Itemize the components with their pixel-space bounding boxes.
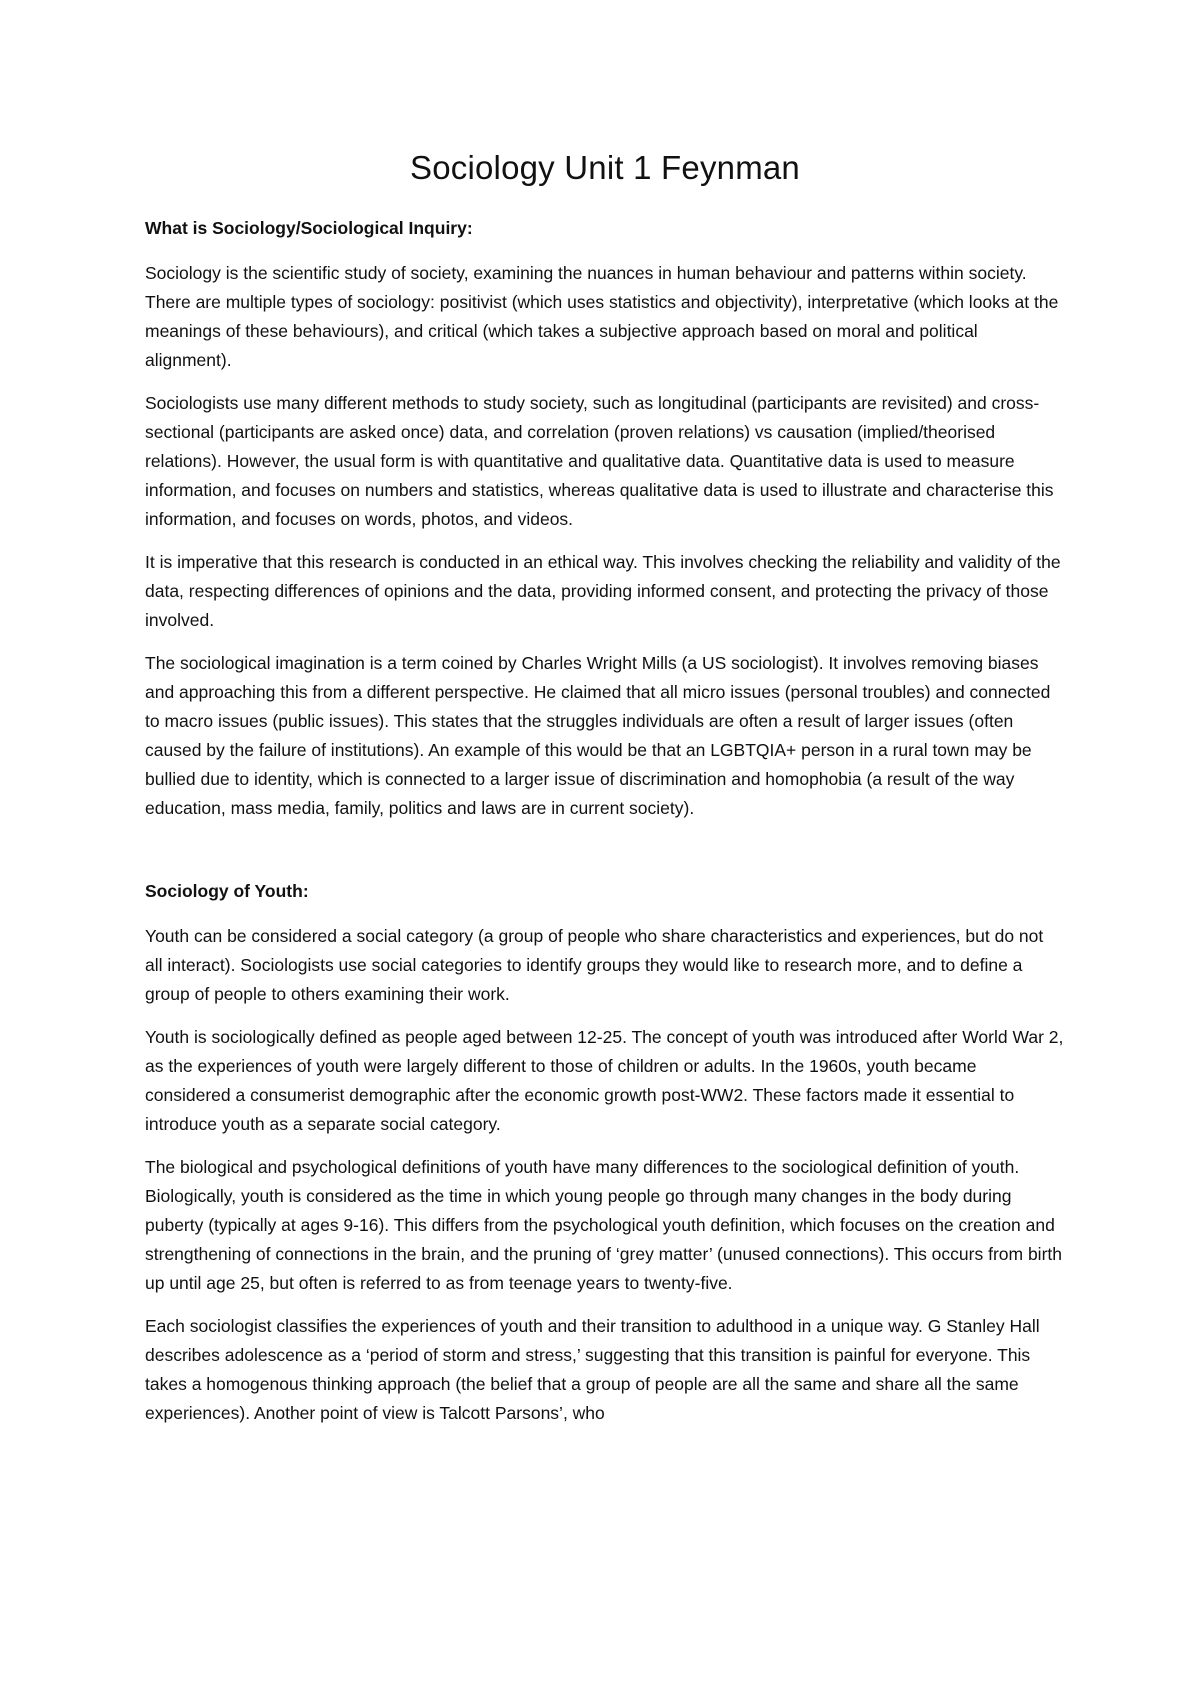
section-sociology-of-youth — [145, 881, 1065, 1428]
paragraph: The sociological imagination is a term coined by Charles Wright Mills (a US sociologist). It involves removing biases and approaching this from a different perspective. He claimed that all micro issues (personal troubles) and connected to macro issues (public issues). This states that the struggles individuals are often a result of larger issues (often caused by the failure of institutions). An example of this would be that an LGBTQIA+ person in a rural town may be bullied due to identity, which is connected to a larger issue of discrimination and homophobia (a result of the way education, mass media, family, politics and laws are in current society). — [145, 652, 1051, 818]
paragraph: It is imperative that this research is conducted in an ethical way. This involves checking the reliability and validity of the data, respecting differences of opinions and the data, providing informed consent, and protecting the privacy of those involved. — [145, 551, 1061, 630]
paragraph: Each sociologist classifies the experiences of youth and their transition to adulthood in a unique way. G Stanley Hall describes adolescence as a ‘period of storm and stress,’ suggesting that this transition is painful for everyone. This takes a homogenous thinking approach (the belief that a group of people are all the same and share all the same experiences). Another point of view is Talcott Parsons’, who — [145, 1315, 1040, 1423]
paragraph: Sociologists use many different methods to study society, such as longitudinal (participants are revisited) and cross-sectional (participants are asked once) data, and correlation (proven relations) vs causation (implied/theorised relations). However, the usual form is with quantitative and qualitative data. Quantitative data is used to measure information, and focuses on numbers and statistics, whereas qualitative data is used to illustrate and characterise this information, and focuses on words, photos, and videos. — [145, 392, 1054, 529]
document-page — [145, 148, 1065, 1442]
paragraph: Youth is sociologically defined as people aged between 12-25. The concept of youth was introduced after World War 2, as the experiences of youth were largely different to those of children or adults. In the 1960s, youth became considered a consumerist demographic after the economic growth post-WW2. These factors made it essential to introduce youth as a separate social category. — [145, 1026, 1064, 1134]
section-heading: What is Sociology/Sociological Inquiry: — [145, 217, 473, 238]
section-heading: Sociology of Youth: — [145, 880, 309, 901]
document-title: Sociology Unit 1 Feynman — [410, 149, 800, 186]
section-spacer — [145, 837, 1065, 881]
paragraph: The biological and psychological definitions of youth have many differences to the sociological definition of youth. Biologically, youth is considered as the time in which young people go through many changes in the body during puberty (typically at ages 9-16). This differs from the psychological youth definition, which focuses on the creation and strengthening of connections in the brain, and the pruning of ‘grey matter’ (unused connections). This occurs from birth up until age 25, but often is referred to as from teenage years to twenty-five. — [145, 1156, 1062, 1293]
paragraph: Youth can be considered a social category (a group of people who share characteristics and experiences, but do not all interact). Sociologists use social categories to identify groups they would like to research more, and to define a group of people to others examining their work. — [145, 925, 1044, 1004]
paragraph: Sociology is the scientific study of society, examining the nuances in human behaviour and patterns within society. There are multiple types of sociology: positivist (which uses statistics and objectivity), interpretative (which looks at the meanings of these behaviours), and critical (which takes a subjective approach based on moral and political alignment). — [145, 262, 1059, 370]
section-what-is-sociology — [145, 218, 1065, 823]
